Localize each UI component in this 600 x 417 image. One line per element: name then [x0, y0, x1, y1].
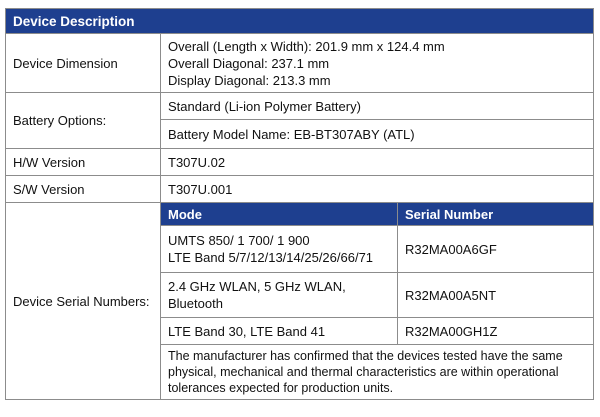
hw-version-row	[6, 149, 594, 176]
serial-column-header: Serial Number	[398, 203, 594, 226]
mode-line: 2.4 GHz WLAN, 5 GHz WLAN,	[168, 279, 346, 294]
mode-cell	[161, 318, 398, 345]
hw-version-value: T307U.02	[161, 149, 594, 176]
table-header-row	[6, 9, 594, 34]
mode-column-header: Mode	[161, 203, 398, 226]
sw-version-label: S/W Version	[6, 176, 161, 203]
serial-cell: R32MA00A6GF	[398, 226, 594, 273]
battery-label: Battery Options:	[6, 93, 161, 149]
device-description-table	[5, 8, 594, 400]
serial-cell: R32MA00GH1Z	[398, 318, 594, 345]
dimension-overall: Overall (Length x Width): 201.9 mm x 124.4 mm	[168, 38, 445, 54]
table-title: Device Description	[6, 9, 594, 34]
battery-row	[6, 93, 594, 120]
sw-version-row	[6, 176, 594, 203]
mode-cell	[161, 226, 398, 273]
mode-cell	[161, 273, 398, 318]
battery-option-model: Battery Model Name: EB-BT307ABY (ATL)	[161, 120, 594, 149]
dimension-overall-diagonal: Overall Diagonal: 237.1 mm	[168, 55, 330, 71]
mode-line: Bluetooth	[168, 296, 223, 311]
dimension-label: Device Dimension	[6, 34, 161, 93]
mode-line: UMTS 850/ 1 700/ 1 900	[168, 233, 310, 248]
serial-numbers-label: Device Serial Numbers:	[6, 203, 161, 400]
dimension-row	[6, 34, 594, 93]
dimension-values	[161, 34, 594, 93]
battery-option-standard: Standard (Li-ion Polymer Battery)	[161, 93, 594, 120]
mode-line: LTE Band 5/7/12/13/14/25/26/66/71	[168, 250, 374, 265]
sw-version-value: T307U.001	[161, 176, 594, 203]
serial-cell: R32MA00A5NT	[398, 273, 594, 318]
mode-line: LTE Band 30, LTE Band 41	[168, 323, 326, 339]
manufacturer-note: The manufacturer has confirmed that the devices tested have the same physical, mechanical and thermal characteristics are within operational tolerances expected for production units.	[161, 345, 594, 400]
device-description-table-wrapper	[5, 8, 593, 400]
serial-header-row	[6, 203, 594, 226]
dimension-display-diagonal: Display Diagonal: 213.3 mm	[168, 72, 331, 88]
hw-version-label: H/W Version	[6, 149, 161, 176]
